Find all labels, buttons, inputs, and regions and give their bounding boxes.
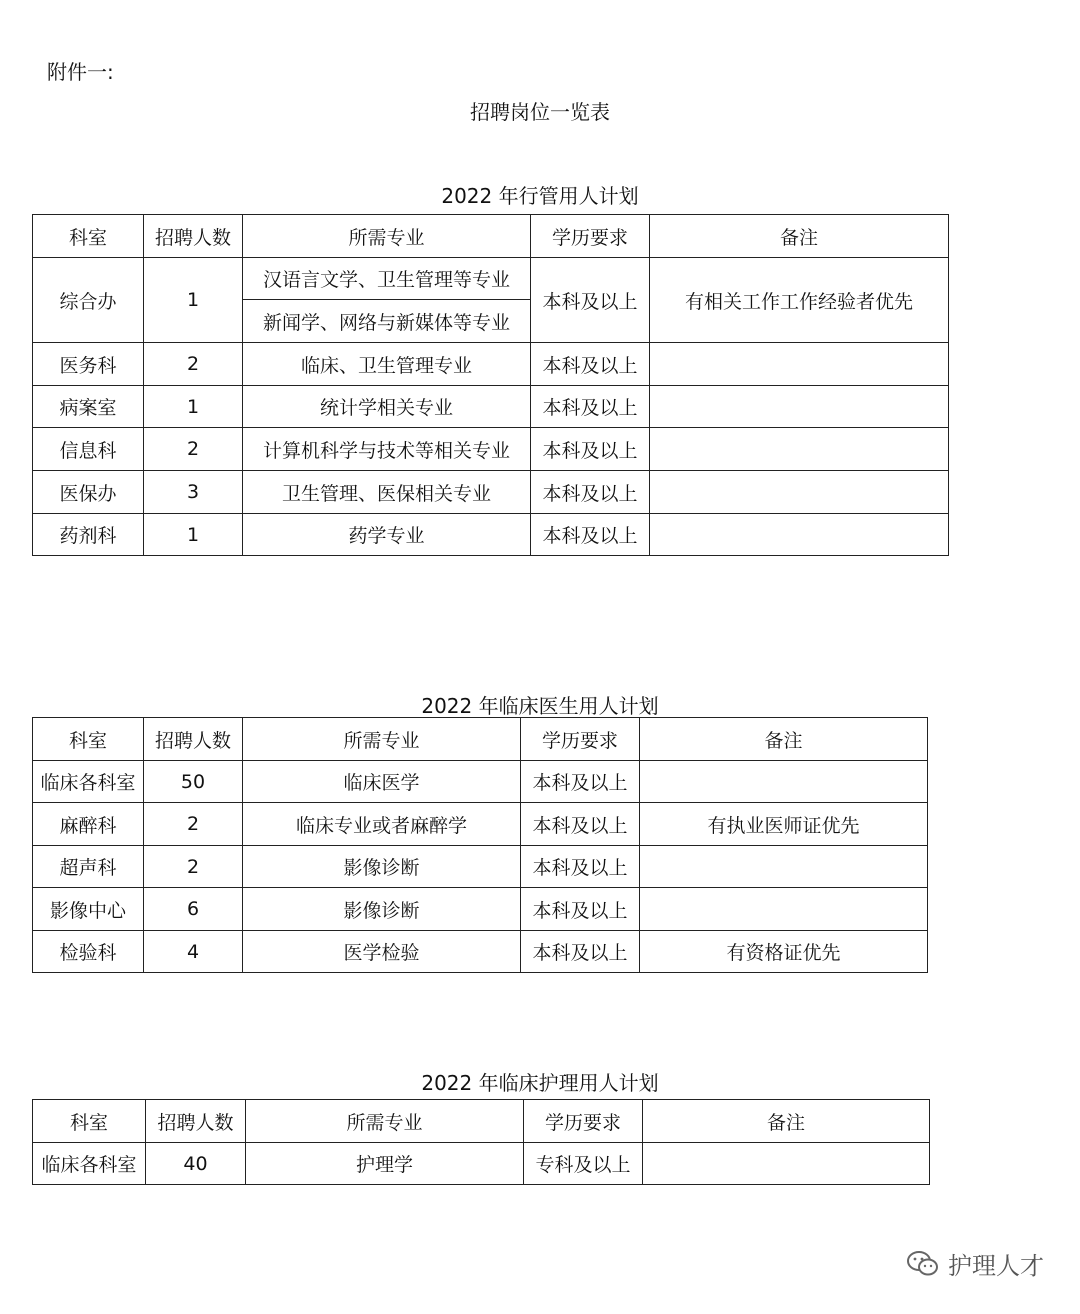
cell-count: 2 xyxy=(144,428,243,471)
admin-plan-title: 2022 年行管用人计划 xyxy=(441,184,639,208)
cell-note xyxy=(650,471,949,514)
cell-major: 影像诊断 xyxy=(243,888,521,931)
table-row xyxy=(33,803,928,846)
cell-major: 医学检验 xyxy=(243,931,521,973)
cell-major: 临床医学 xyxy=(243,761,521,803)
cell-dept: 综合办 xyxy=(33,258,144,343)
cell-note xyxy=(650,343,949,386)
watermark-text: 护理人才 xyxy=(948,1252,1044,1280)
header-major: 所需专业 xyxy=(246,1100,524,1143)
cell-count: 1 xyxy=(144,386,243,428)
cell-major: 临床、卫生管理专业 xyxy=(243,343,531,386)
cell-dept: 麻醉科 xyxy=(33,803,144,846)
cell-edu: 本科及以上 xyxy=(521,846,640,888)
header-dept: 科室 xyxy=(33,215,144,258)
cell-dept: 药剂科 xyxy=(33,514,144,556)
document-title: 招聘岗位一览表 xyxy=(470,100,610,124)
cell-count: 6 xyxy=(144,888,243,931)
cell-note: 有资格证优先 xyxy=(640,931,928,973)
cell-major: 汉语言文学、卫生管理等专业 xyxy=(243,258,531,300)
header-note: 备注 xyxy=(650,215,949,258)
cell-note xyxy=(640,846,928,888)
cell-note xyxy=(640,761,928,803)
doctor-plan-title: 2022 年临床医生用人计划 xyxy=(421,694,659,718)
header-edu: 学历要求 xyxy=(521,718,640,761)
watermark xyxy=(906,1246,1044,1281)
header-dept: 科室 xyxy=(33,718,144,761)
table-row xyxy=(33,1143,930,1185)
attachment-label: 附件一: xyxy=(47,60,114,84)
table-row xyxy=(33,846,928,888)
cell-count: 1 xyxy=(144,514,243,556)
table-row xyxy=(33,761,928,803)
cell-count: 4 xyxy=(144,931,243,973)
cell-dept: 临床各科室 xyxy=(33,761,144,803)
header-count: 招聘人数 xyxy=(144,718,243,761)
cell-major: 统计学相关专业 xyxy=(243,386,531,428)
admin-plan-table xyxy=(32,214,949,556)
cell-count: 2 xyxy=(144,343,243,386)
cell-major: 影像诊断 xyxy=(243,846,521,888)
header-edu: 学历要求 xyxy=(531,215,650,258)
cell-major: 药学专业 xyxy=(243,514,531,556)
cell-note xyxy=(650,514,949,556)
header-count: 招聘人数 xyxy=(146,1100,246,1143)
table-header-row xyxy=(33,215,949,258)
cell-edu: 本科及以上 xyxy=(531,471,650,514)
table-row xyxy=(33,888,928,931)
cell-major: 计算机科学与技术等相关专业 xyxy=(243,428,531,471)
cell-edu: 本科及以上 xyxy=(531,428,650,471)
header-dept: 科室 xyxy=(33,1100,146,1143)
header-edu: 学历要求 xyxy=(524,1100,643,1143)
cell-count: 3 xyxy=(144,471,243,514)
header-major: 所需专业 xyxy=(243,718,521,761)
cell-count: 50 xyxy=(144,761,243,803)
cell-edu: 本科及以上 xyxy=(521,761,640,803)
wechat-icon xyxy=(906,1249,940,1279)
cell-count: 2 xyxy=(144,846,243,888)
header-count: 招聘人数 xyxy=(144,215,243,258)
cell-edu: 本科及以上 xyxy=(521,803,640,846)
cell-dept: 医保办 xyxy=(33,471,144,514)
nursing-plan-title: 2022 年临床护理用人计划 xyxy=(421,1071,659,1095)
cell-edu: 专科及以上 xyxy=(524,1143,643,1185)
cell-edu: 本科及以上 xyxy=(531,514,650,556)
cell-count: 2 xyxy=(144,803,243,846)
cell-major: 护理学 xyxy=(246,1143,524,1185)
cell-note xyxy=(643,1143,930,1185)
cell-note xyxy=(650,428,949,471)
cell-edu: 本科及以上 xyxy=(521,888,640,931)
cell-dept: 医务科 xyxy=(33,343,144,386)
cell-count: 40 xyxy=(146,1143,246,1185)
cell-dept: 超声科 xyxy=(33,846,144,888)
cell-dept: 信息科 xyxy=(33,428,144,471)
table-row xyxy=(33,428,949,471)
cell-note: 有执业医师证优先 xyxy=(640,803,928,846)
table-header-row xyxy=(33,718,928,761)
cell-note: 有相关工作工作经验者优先 xyxy=(650,258,949,343)
table-row xyxy=(33,471,949,514)
cell-count: 1 xyxy=(144,258,243,343)
cell-dept: 临床各科室 xyxy=(33,1143,146,1185)
table-row xyxy=(33,514,949,556)
cell-major: 新闻学、网络与新媒体等专业 xyxy=(243,300,531,343)
cell-edu: 本科及以上 xyxy=(521,931,640,973)
cell-edu: 本科及以上 xyxy=(531,343,650,386)
table-row xyxy=(33,258,949,300)
cell-note xyxy=(640,888,928,931)
cell-dept: 病案室 xyxy=(33,386,144,428)
header-major: 所需专业 xyxy=(243,215,531,258)
header-note: 备注 xyxy=(643,1100,930,1143)
table-row xyxy=(33,343,949,386)
header-note: 备注 xyxy=(640,718,928,761)
cell-note xyxy=(650,386,949,428)
doctor-plan-table xyxy=(32,717,928,973)
cell-edu: 本科及以上 xyxy=(531,258,650,343)
cell-dept: 影像中心 xyxy=(33,888,144,931)
table-header-row xyxy=(33,1100,930,1143)
cell-major: 临床专业或者麻醉学 xyxy=(243,803,521,846)
nursing-plan-table xyxy=(32,1099,930,1185)
table-row xyxy=(33,931,928,973)
cell-major: 卫生管理、医保相关专业 xyxy=(243,471,531,514)
table-row xyxy=(33,386,949,428)
cell-dept: 检验科 xyxy=(33,931,144,973)
cell-edu: 本科及以上 xyxy=(531,386,650,428)
